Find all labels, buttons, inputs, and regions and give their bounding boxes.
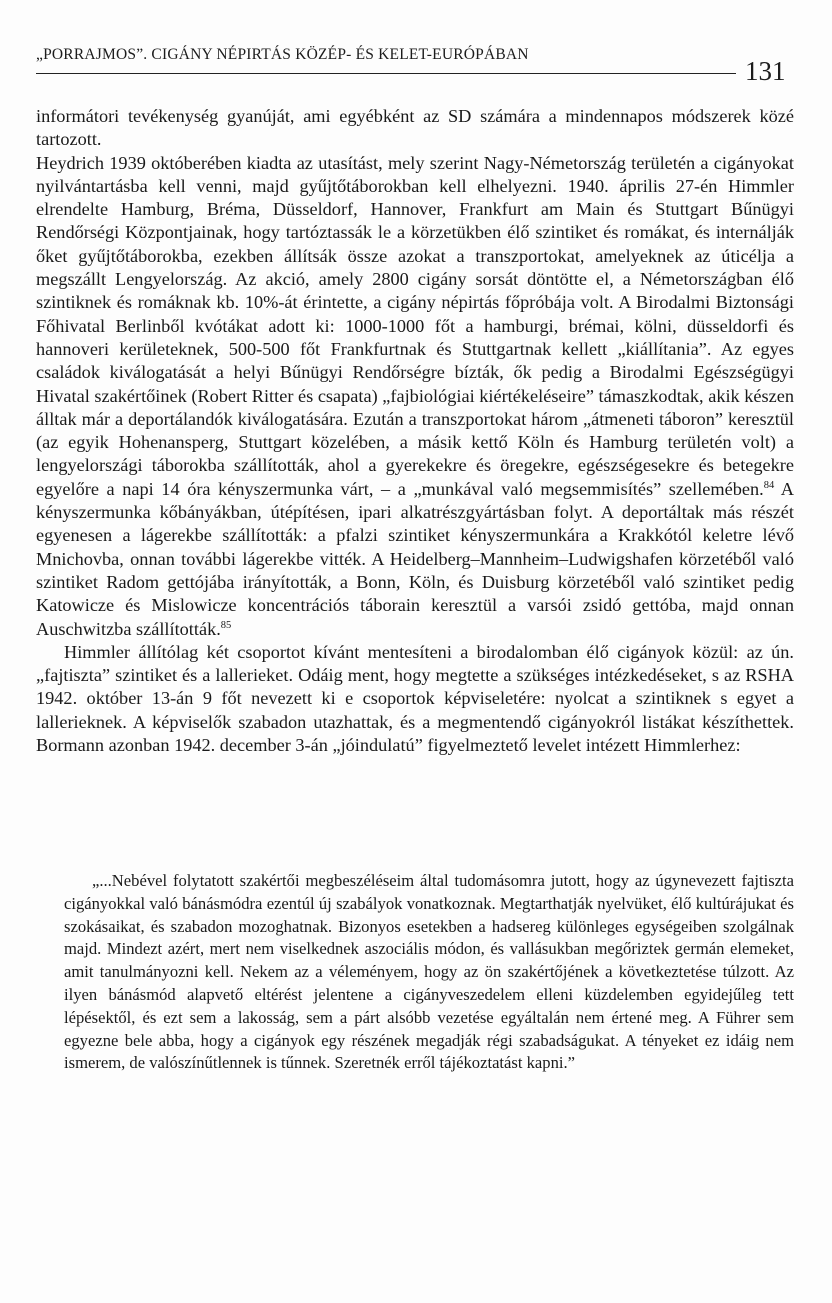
paragraph-heydrich-text-1: Heydrich 1939 októberében kiadta az utasítást, mely szerint Nagy-Németország területén a cigányokat nyilvántartásba kell venni, majd gyűjtőtáborokban kell elhelyezni. 1940. április 27-én Himmler elrendelte Hamburg, Bréma, Düsseldorf, Hannover, Frankfurt am Main és Stuttgart Bűnügyi Rendőrségi Központjainak, hogy tartóztassák le a körzetükben élő szintiket és romákat, és internálják őket gyűjtőtáborokba, ezekben állítsák össze azokat a transzportokat, amelyeknek az úticélja a megszállt Lengyelország. Az akció, amely 2800 cigány sorsát döntötte el, a Németországban élő szintiknek és romáknak kb. 10%-át érintette, a cigány népirtás főpróbája volt. A Birodalmi Biztonsági Főhivatal Berlinből kvótákat adott ki: 1000-1000 főt a hamburgi, brémai, kölni, düsseldorfi és hannoveri kerületeknek, 500-500 főt Frankfurtnak és Stuttgartnak kellett „kiállítania”. Az egyes családok kiválogatását a helyi Bűnügyi Rendőrségre bízták, ők pedig a Birodalmi Egészségügyi Hivatal szakértőinek (Robert Ritter és csapata) „fajbiológiai kiértékeléseire” támaszkodtak, akik készen álltak már a deportálandók kiválogatására. Ezután a transzportokat három „átmeneti táboron” keresztül (az egyik Hohenansperg, Stuttgart közelében, a másik kettő Köln és Hamburg területén volt) a lengyelországi táborokba szállították, ahol a gyerekekre és öregekre, egészségesekre és betegekre egyelőre a napi 14 óra kényszermunka várt, – a „munkával való megsemmisítés” szellemében. [36, 152, 794, 499]
paragraph-heydrich [36, 152, 794, 641]
quote-text: „...Nebével folytatott szakértői megbeszéléseim által tudomásomra jutott, hogy az úgynevezett fajtiszta cigányokkal való bánásmódra ezentúl új szabályok vonatkoznak. Megtarthatják nyelvüket, élő kultúrájukat és szokásaikat, és szabadon mozoghatnak. Bizonyos esetekben a hadsereg különleges egységeiben szolgálnak majd. Mindezt azért, mert nem viselkednek aszociális módon, és vallásukban megőriztek germán elemeket, amit tanulmányozni kell. Nekem az a véleményem, hogy az ön szakértőjének a következtetése túlzott. Az ilyen bánásmód alapvető eltérést jelentene a cigányveszedelem elleni küzdelemben egyidejűleg tett lépésektől, és ezt sem a lakosság, sem a párt alsóbb vezetése egyáltalán nem értené meg. A Führer sem egyezne bele abba, hogy a cigányok egy részének megadják régi szabadságukat. A tényeket ez idáig nem ismerem, de valószínűtlennek is tűnnek. Szeretnék erről tájékoztatást kapni.” [64, 871, 794, 1073]
block-quote [64, 870, 794, 1075]
footnote-ref-85[interactable]: 85 [220, 619, 232, 631]
paragraph-continuation: informátori tevékenység gyanúját, ami egyébként az SD számára a mindennapos módszerek közé tartozott. [36, 106, 794, 150]
body-text [36, 105, 794, 757]
paragraph-heydrich-text-2: A kényszermunka kőbányákban, útépítésen, ipari alkatrészgyártásban folyt. A deportáltak más részét egyenesen a lágerekbe szállították: a pfalzi szintiket kényszermunkára a Krakkótól keletre lévő Mnichovba, onnan további lágerekbe vitték. A Heidelberg–Mannheim–Ludwigshafen körzetéből való szintiket Radom gettójába irányították, a Bonn, Köln, és Duisburg körzetéből való szintiket pedig Katowicze és Mislowicze koncentrációs táborain keresztül a varsói zsidó gettóba, majd onnan Auschwitzba szállították. [36, 478, 794, 639]
page-number: 131 [745, 56, 786, 86]
footnote-ref-84[interactable]: 84 [763, 479, 775, 491]
running-header-title: „PORRAJMOS”. CIGÁNY NÉPIRTÁS KÖZÉP- ÉS KELET-EURÓPÁBAN [36, 46, 529, 63]
header-rule [36, 73, 736, 74]
paragraph-himmler: Himmler állítólag két csoportot kívánt mentesíteni a birodalomban élő cigányok közül: az ún. „fajtiszta” szintiket és a lallerieket. Odáig ment, hogy megtette a szükséges intézkedéseket, s az RSHA 1942. október 13-án 9 főt nevezett ki e csoportok képviseletére: nyolcat a szintiknek s egyet a lallerieknek. A képviselők szabadon utazhattak, és a megmentendő cigányokról listákat készíthettek. Bormann azonban 1942. december 3-án „jóindulatú” figyelmeztető levelet intézett Himmlerhez: [36, 641, 794, 756]
